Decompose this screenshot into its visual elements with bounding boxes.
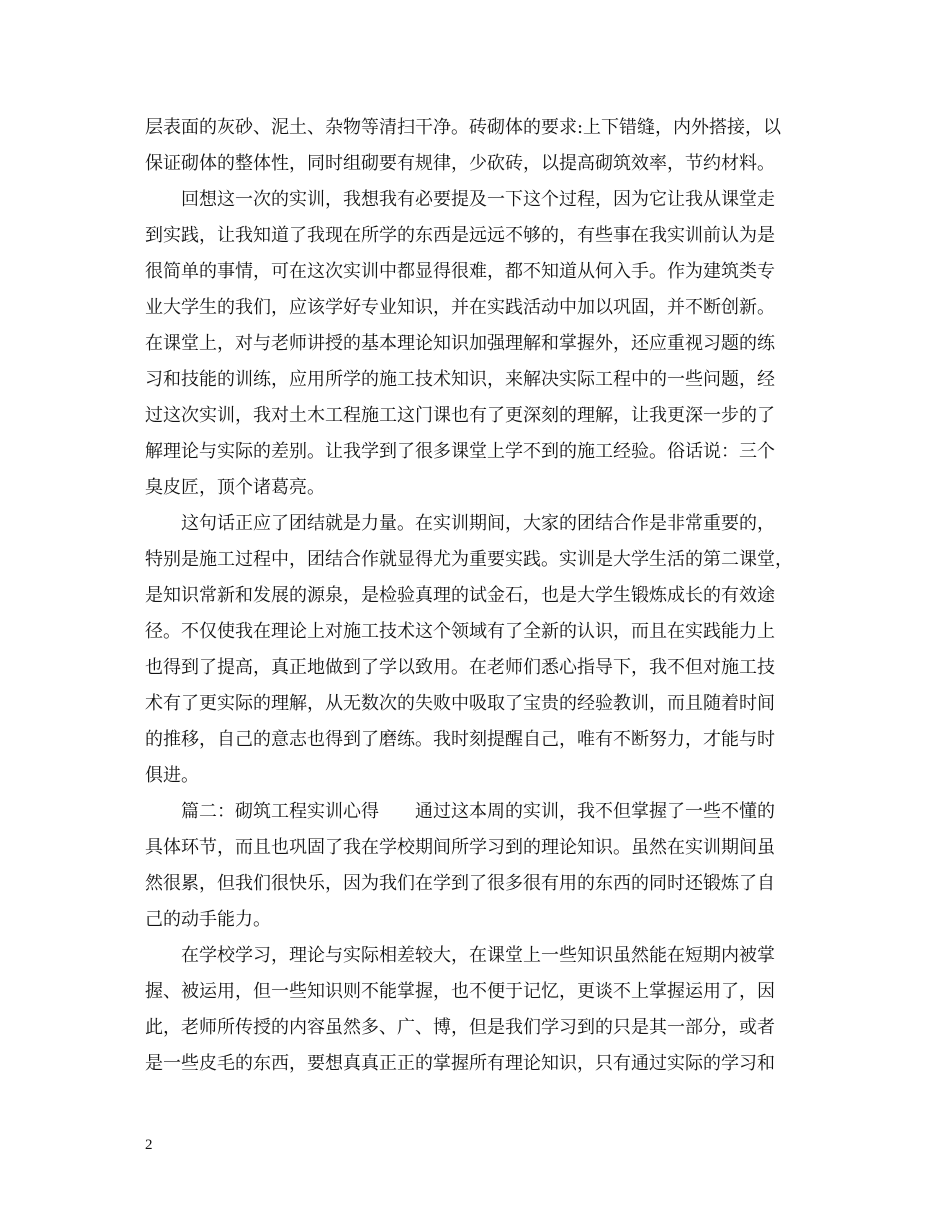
text-line: 在课堂上，对与老师讲授的基本理论知识加强理解和掌握外，还应重视习题的练: [145, 333, 775, 354]
page-number: 2: [145, 1137, 153, 1153]
text-line: 俱进。: [145, 765, 199, 786]
text-line: 解理论与实际的差别。让我学到了很多课堂上学不到的施工经验。俗话说：三个: [145, 441, 775, 462]
text-line: 握、被运用，但一些知识则不能掌握，也不便于记忆，更谈不上掌握运用了，因: [145, 981, 775, 1002]
text-line: 是一些皮毛的东西，要想真真正正的掌握所有理论知识，只有通过实际的学习和: [145, 1053, 775, 1074]
text-line: 很简单的事情，可在这次实训中都显得很难，都不知道从何入手。作为建筑类专: [145, 261, 775, 282]
text-line: 是知识常新和发展的源泉，是检验真理的试金石，也是大学生锻炼成长的有效途: [145, 585, 775, 606]
text-line: 然很累，但我们很快乐，因为我们在学到了很多很有用的东西的同时还锻炼了自: [145, 873, 775, 894]
paragraph-first-line: 回想这一次的实训，我想我有必要提及一下这个过程，因为它让我从课堂走: [181, 189, 775, 210]
text-line: 此，老师所传授的内容虽然多、广、博，但是我们学习到的只是其一部分，或者: [145, 1017, 775, 1038]
text-line: 保证砌体的整体性，同时组砌要有规律，少砍砖，以提高砌筑效率，节约材料。: [145, 153, 775, 174]
text-line: 特别是施工过程中，团结合作就显得尤为重要实践。实训是大学生活的第二课堂，: [145, 549, 793, 570]
text-line: 习和技能的训练，应用所学的施工技术知识，来解决实际工程中的一些问题，经: [145, 369, 775, 390]
paragraph-first-line: 篇二：砌筑工程实训心得 通过这本周的实训，我不但掌握了一些不懂的: [181, 801, 775, 822]
text-line: 径。不仅使我在理论上对施工技术这个领域有了全新的认识，而且在实践能力上: [145, 621, 775, 642]
text-line: 具体环节，而且也巩固了我在学校期间所学习到的理论知识。虽然在实训期间虽: [145, 837, 775, 858]
text-line: 臭皮匠，顶个诸葛亮。: [145, 477, 325, 498]
text-line: 己的动手能力。: [145, 909, 271, 930]
text-line: 层表面的灰砂、泥土、杂物等清扫干净。砖砌体的要求:上下错缝，内外搭接，以: [145, 117, 782, 138]
paragraph-first-line: 在学校学习，理论与实际相差较大，在课堂上一些知识虽然能在短期内被掌: [181, 945, 775, 966]
text-line: 也得到了提高，真正地做到了学以致用。在老师们悉心指导下，我不但对施工技: [145, 657, 775, 678]
text-line: 的推移，自己的意志也得到了磨练。我时刻提醒自己，唯有不断努力，才能与时: [145, 729, 775, 750]
text-line: 到实践，让我知道了我现在所学的东西是远远不够的，有些事在我实训前认为是: [145, 225, 775, 246]
paragraph-first-line: 这句话正应了团结就是力量。在实训期间，大家的团结合作是非常重要的，: [181, 513, 775, 534]
text-line: 过这次实训，我对土木工程施工这门课也有了更深刻的理解，让我更深一步的了: [145, 405, 775, 426]
text-line: 业大学生的我们，应该学好专业知识，并在实践活动中加以巩固，并不断创新。: [145, 297, 775, 318]
text-line: 术有了更实际的理解，从无数次的失败中吸取了宝贵的经验教训，而且随着时间: [145, 693, 775, 714]
